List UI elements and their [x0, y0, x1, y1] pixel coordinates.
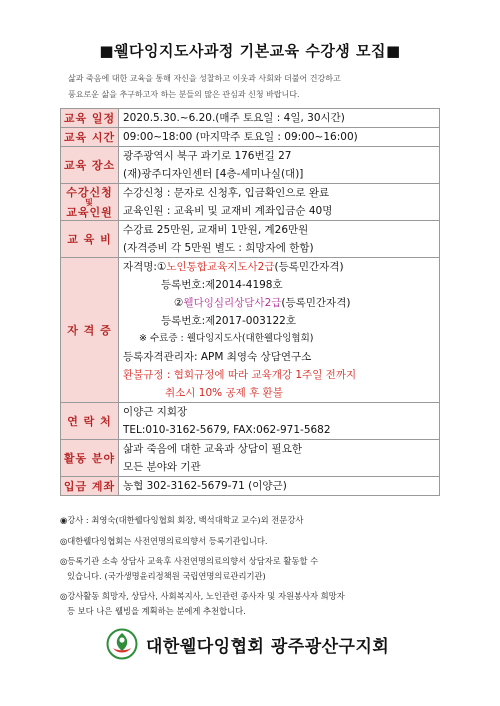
apply-line-2: 교육인원 : 교육비 및 교재비 계좌입금순 40명 [123, 205, 333, 217]
row-venue [61, 147, 440, 184]
label-cert: 자 격 증 [61, 258, 119, 403]
label-contact: 연 락 처 [61, 403, 119, 440]
footer [106, 627, 389, 661]
value-cert [119, 258, 440, 403]
cert-name-prefix: 자격명:① [123, 261, 167, 273]
row-cert [61, 258, 440, 403]
cert-line-1 [123, 258, 439, 276]
cert-type-2: (등록민간자격) [281, 297, 351, 309]
fee-line-1: 수강료 25만원, 교재비 1만원, 계26만원 [123, 224, 309, 236]
intro-line-1: 삶과 죽음에 대한 교육을 통해 자신을 성찰하고 이웃과 사회와 더불어 건강하고 [68, 74, 341, 83]
page-title: ■웰다잉지도사과정 기본교육 수강생 모집■ [99, 42, 401, 60]
time-text: 09:00~18:00 (마지막주 토요일 : 09:00~16:00) [123, 131, 358, 143]
cert-name-1: 노인통합교육지도사2급 [166, 261, 275, 273]
refund-policy-1: 환불규정 : 협회규정에 따라 교육개강 1주일 전까지 [123, 369, 357, 381]
value-contact [119, 403, 440, 440]
row-contact [61, 403, 440, 440]
label-field: 활동 분야 [61, 440, 119, 477]
account-text: 농협 302-3162-5679-71 (이양근) [123, 480, 287, 492]
row-field [61, 440, 440, 477]
org-name: 대한웰다잉협회 광주광산구지회 [146, 636, 390, 657]
value-fee [119, 221, 440, 258]
cert-completion: ※ 수료증 : 웰다잉지도사(대한웰다잉협회) [139, 333, 314, 344]
value-account [119, 477, 440, 496]
label-venue: 교육 장소 [61, 147, 119, 184]
info-table [60, 108, 440, 496]
org-logo-icon [106, 628, 138, 660]
label-apply-1: 수강신청 [66, 185, 113, 199]
label-fee: 교 육 비 [61, 221, 119, 258]
notes [60, 513, 445, 618]
row-apply [61, 184, 440, 221]
cert-reg-1: 등록번호:제2014-4198호 [161, 279, 283, 291]
row-fee [61, 221, 440, 258]
contact-name: 이양근 지회장 [123, 406, 188, 418]
field-line-2: 모든 분야와 기관 [123, 461, 201, 473]
value-venue [119, 147, 440, 184]
cert-manager: 등록자격관리자: APM 최영숙 상담연구소 [123, 351, 312, 363]
cert-type-1: (등록민간자격) [274, 261, 344, 273]
value-apply [119, 184, 440, 221]
value-schedule [119, 109, 440, 128]
fee-line-2: (자격증비 각 5만원 별도 : 희망자에 한함) [123, 242, 314, 254]
label-time: 교육 시간 [61, 128, 119, 147]
note-registration: ◎대한웰다잉협회는 사전연명의료의향서 등록기관입니다. [60, 535, 268, 546]
label-apply [61, 184, 119, 221]
refund-policy-2: 취소시 10% 공제 후 환불 [165, 387, 283, 399]
venue-line-2: (재)광주디자인센터 [4층-세미나실(대)] [123, 168, 304, 180]
note-recommend-1: ◎강사활동 희망자, 상담사, 사회복지사, 노인관련 종사자 및 자원봉사자 희망자 [60, 591, 345, 601]
field-line-1: 삶과 죽음에 대한 교육과 상담이 필요한 [123, 443, 302, 455]
row-schedule [61, 109, 440, 128]
value-time [119, 128, 440, 147]
note-counselor-1: ◎등록기관 소속 상담사 교육후 사전연명의료의향서 상담자로 활동할 수 [60, 556, 319, 566]
schedule-text: 2020.5.30.~6.20.(매주 토요일 : 4일, 30시간) [123, 112, 345, 124]
cert-reg-2: 등록번호:제2017-003122호 [161, 315, 296, 327]
intro-line-2: 풍요로운 삶을 추구하고자 하는 분들의 많은 관심과 신청 바랍니다. [68, 90, 300, 99]
row-account [61, 477, 440, 496]
apply-line-1: 수강신청 : 문자로 신청후, 입금확인으로 완료 [123, 187, 330, 199]
row-time [61, 128, 440, 147]
note-recommend-2: 등 보다 나은 웰빙을 계획하는 분에게 추천합니다. [67, 605, 246, 616]
note-counselor-2: 있습니다. (국가생명윤리정책원 국립연명의료관리기관) [67, 570, 266, 581]
cert-number-2: ② [174, 297, 184, 309]
label-apply-2: 교육인원 [66, 205, 113, 219]
contact-phone: TEL:010-3162-5679, FAX:062-971-5682 [123, 424, 331, 436]
value-field [119, 440, 440, 477]
note-instructor: ◉강사 : 최영숙(대한웰다잉협회 회장, 백석대학교 교수)외 전문강사 [60, 515, 304, 525]
cert-name-2: 웰다잉심리상담사2급 [183, 297, 282, 309]
cert-line-3 [123, 294, 439, 312]
label-schedule: 교육 일정 [61, 109, 119, 128]
label-apply-mid: 및 [85, 197, 94, 207]
intro-text [68, 71, 448, 103]
label-account: 입금 계좌 [61, 477, 119, 496]
venue-line-1: 광주광역시 북구 과기로 176번길 27 [123, 150, 292, 162]
